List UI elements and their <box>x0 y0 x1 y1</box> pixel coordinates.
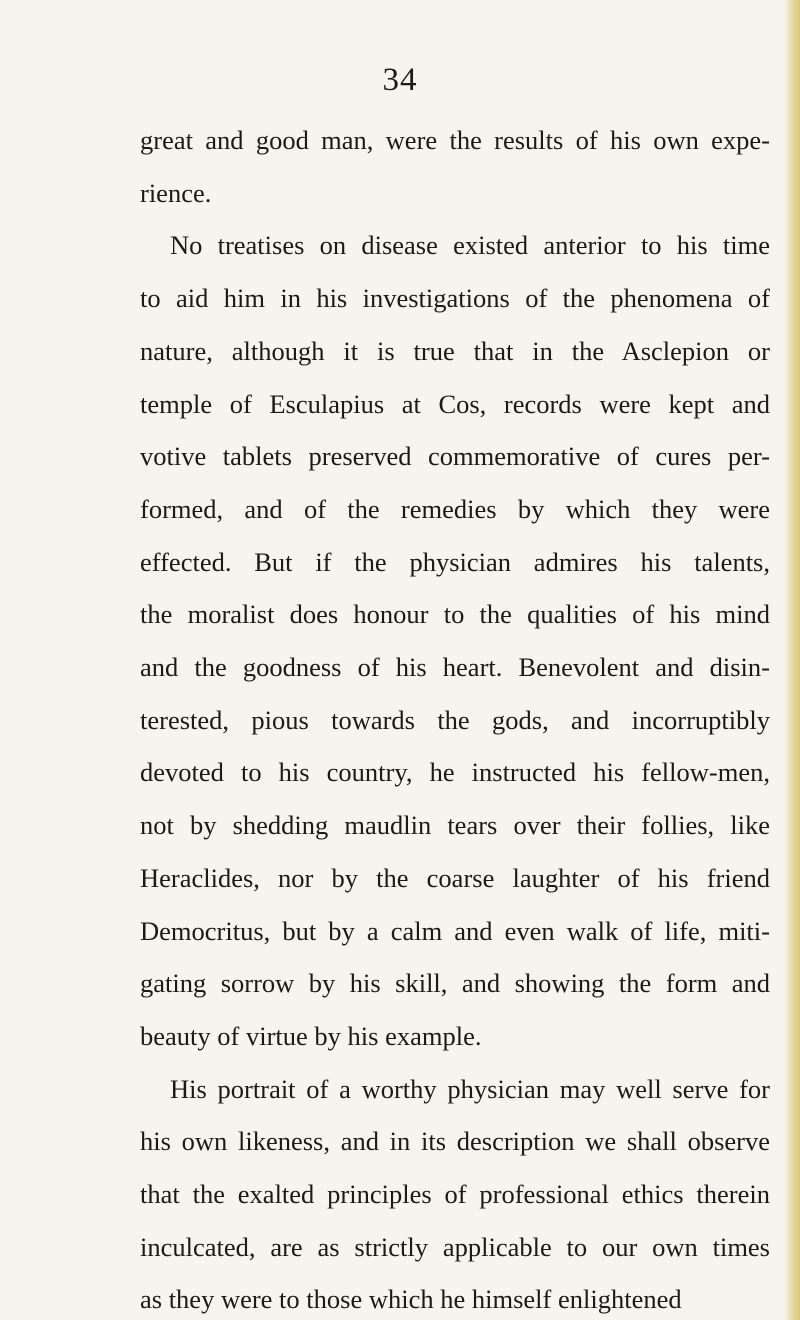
text-line: not by shedding maudlin tears over their follies, like <box>140 810 770 841</box>
text-line: the moralist does honour to the qualities of his mind <box>140 599 770 630</box>
text-line: his own likeness, and in its description we shall observe <box>140 1126 770 1157</box>
page-edge-discoloration <box>784 0 800 1320</box>
text-line: and the goodness of his heart. Benevolent and disin- <box>140 652 770 682</box>
text-line: as they were to those which he himself enlightened <box>140 1284 682 1315</box>
text-line: formed, and of the remedies by which they were <box>140 493 770 524</box>
text-line: to aid him in his investigations of the phenomena of <box>140 283 770 314</box>
text-line: rience. <box>140 177 212 208</box>
text-line: votive tablets preserved commemorative of cures per- <box>140 441 770 472</box>
text-line: Heraclides, nor by the coarse laughter of his friend <box>140 862 770 893</box>
text-line: temple of Esculapius at Cos, records were kept and <box>140 388 770 419</box>
text-line: His portrait of a worthy physician may well serve for <box>170 1073 770 1104</box>
page-number: 34 <box>382 62 418 98</box>
text-line: effected. But if the physician admires his talents, <box>140 546 770 577</box>
text-line: gating sorrow by his skill, and showing the form and <box>140 968 770 999</box>
text-line: nature, although it is true that in the Asclepion or <box>140 335 770 366</box>
text-line: inculcated, are as strictly applicable to our own times <box>140 1231 770 1262</box>
text-line: beauty of virtue by his example. <box>140 1020 482 1051</box>
text-line: devoted to his country, he instructed his fellow-men, <box>140 757 770 788</box>
text-line: Democritus, but by a calm and even walk of life, miti- <box>140 915 770 946</box>
text-line: terested, pious towards the gods, and incorruptibly <box>140 704 770 735</box>
text-line: great and good man, were the results of his own expe- <box>140 125 770 155</box>
text-line: No treatises on disease existed anterior to his time <box>170 230 770 261</box>
text-line: that the exalted principles of professional ethics therein <box>140 1179 770 1209</box>
